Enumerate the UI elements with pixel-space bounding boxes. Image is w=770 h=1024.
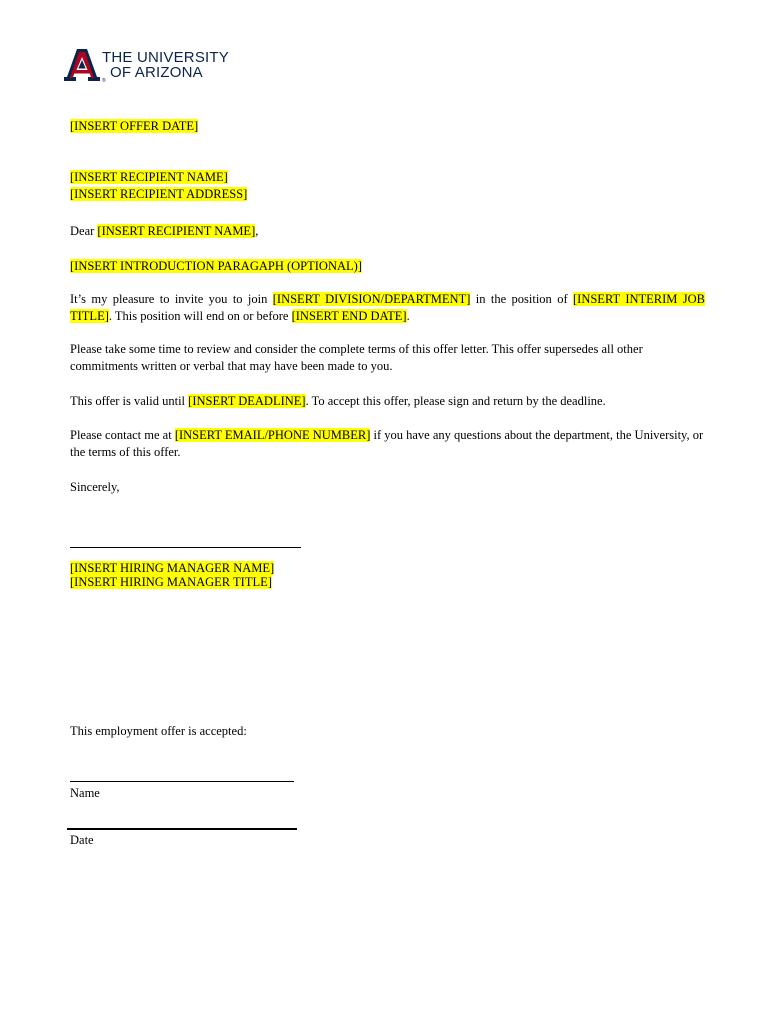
- position-text-1: It’s my pleasure to invite you to join: [70, 292, 273, 306]
- recipient-name-placeholder: [INSERT RECIPIENT NAME]: [70, 170, 228, 184]
- salutation-name-placeholder: [INSERT RECIPIENT NAME]: [97, 224, 256, 238]
- logo-arizona-text: OF ARIZONA: [110, 64, 203, 81]
- manager-block: [70, 561, 705, 589]
- logo-registered-mark: ®: [102, 78, 106, 84]
- division-placeholder: [INSERT DIVISION/DEPARTMENT]: [272, 292, 471, 306]
- date-label: Date: [70, 833, 94, 847]
- salutation: [70, 223, 705, 240]
- acceptance-statement: This employment offer is accepted:: [70, 724, 247, 738]
- manager-name-placeholder: [INSERT HIRING MANAGER NAME]: [70, 561, 275, 575]
- logo-line-arizona: [102, 64, 229, 84]
- contact-text-1: Please contact me at: [70, 428, 175, 442]
- closing: Sincerely,: [70, 480, 120, 494]
- block-a-logo-icon: [64, 48, 100, 82]
- validity-text-1: This offer is valid until: [70, 394, 189, 408]
- university-logo: [64, 48, 229, 84]
- position-text-2: in the position of: [470, 292, 573, 306]
- deadline-placeholder: [INSERT DEADLINE]: [188, 394, 306, 408]
- offer-date-placeholder: [INSERT OFFER DATE]: [70, 119, 199, 133]
- contact-placeholder: [INSERT EMAIL/PHONE NUMBER]: [174, 428, 371, 442]
- manager-signature-line: [70, 547, 301, 548]
- logo-line-university: THE UNIVERSITY: [102, 49, 229, 66]
- end-date-placeholder: [INSERT END DATE]: [291, 309, 407, 323]
- salutation-suffix: ,: [255, 224, 259, 238]
- offer-date: [70, 118, 705, 135]
- intro-paragraph-placeholder: [INSERT INTRODUCTION PARAGAPH (OPTIONAL)]: [70, 259, 362, 273]
- name-signature-line: [70, 781, 294, 782]
- date-signature-line: [67, 828, 297, 830]
- recipient-address-placeholder: [INSERT RECIPIENT ADDRESS]: [70, 187, 248, 201]
- manager-title-placeholder: [INSERT HIRING MANAGER TITLE]: [70, 575, 272, 589]
- position-text-4: .: [406, 309, 410, 323]
- salutation-prefix: Dear: [70, 224, 98, 238]
- recipient-block: [70, 169, 705, 203]
- name-label: Name: [70, 786, 100, 800]
- contact-text-2: if you have any questions about the department, the University, or the terms of this offer.: [70, 428, 704, 459]
- intro-paragraph: [70, 258, 705, 275]
- position-text-3: . This position will end on or before: [108, 309, 292, 323]
- review-paragraph: Please take some time to review and consider the complete terms of this offer letter. This offer supersedes all other commitments written or verbal that may have been made to you.: [70, 342, 643, 373]
- validity-text-2: . To accept this offer, please sign and return by the deadline.: [305, 394, 606, 408]
- job-title-placeholder: [INSERT INTERIM JOB TITLE]: [70, 292, 706, 323]
- contact-paragraph: [70, 427, 705, 461]
- position-paragraph: [70, 291, 705, 325]
- logo-wordmark: [102, 49, 229, 84]
- validity-paragraph: [70, 393, 705, 410]
